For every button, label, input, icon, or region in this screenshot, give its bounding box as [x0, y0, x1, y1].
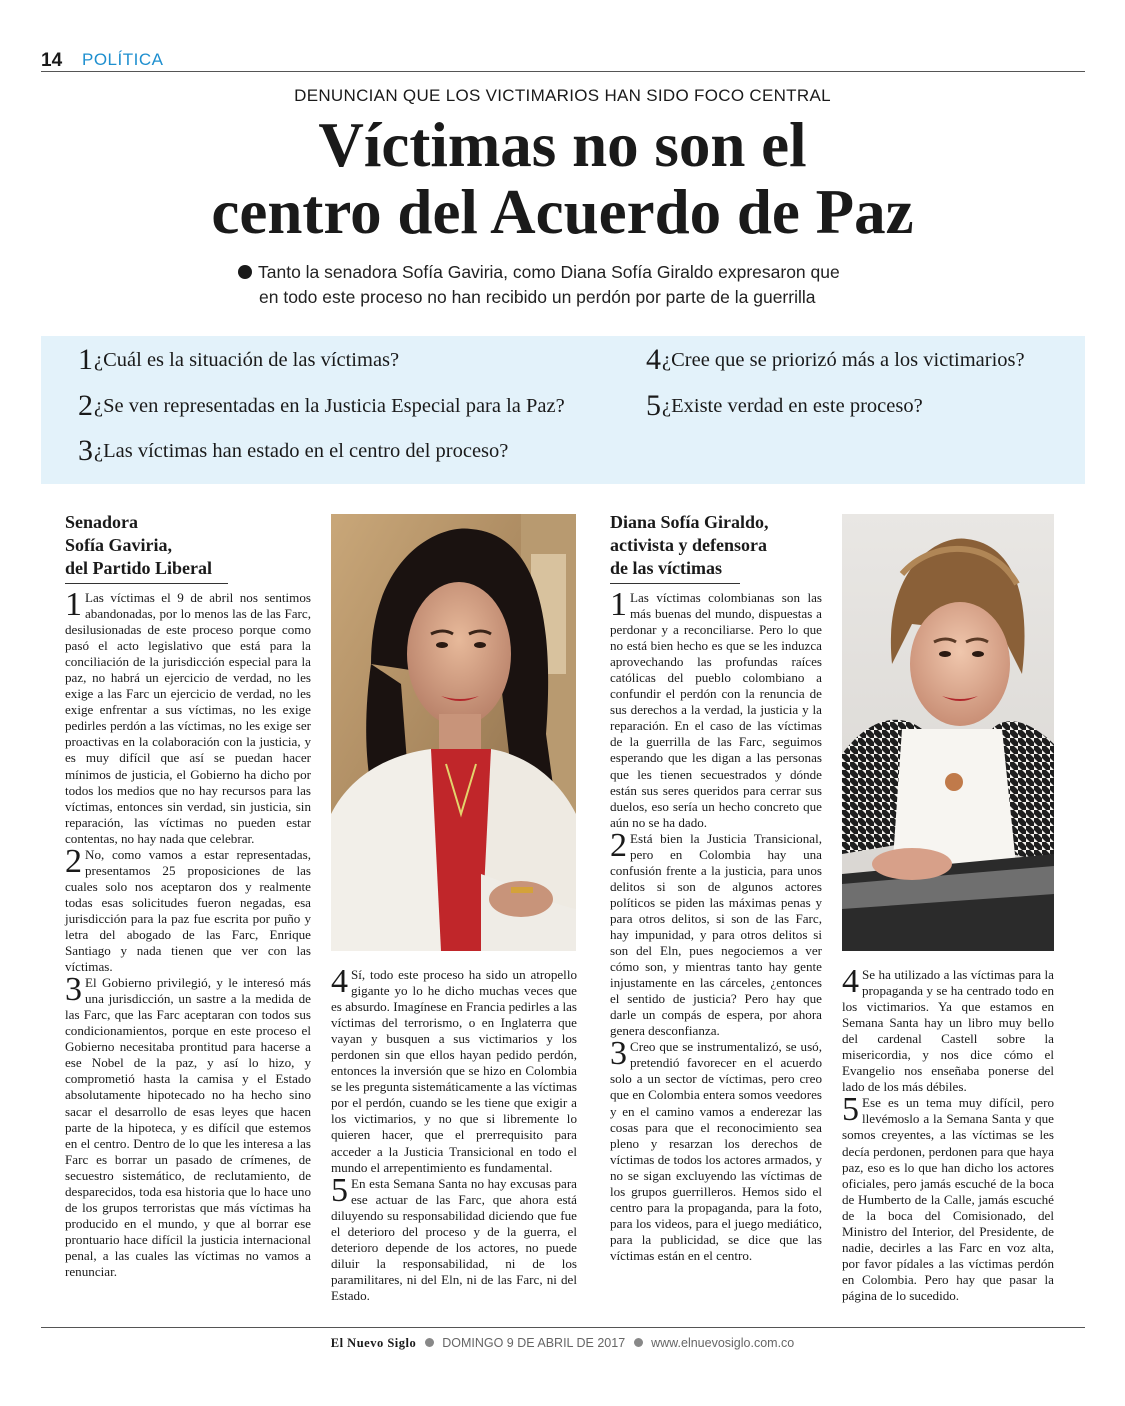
byline-left: Senadora Sofía Gaviria, del Partido Liberal — [65, 512, 212, 578]
header-divider — [41, 71, 1085, 72]
answer-right-3: 3 Creo que se instrumentalizó, se usó, pretendió favorecer en el acuerdo solo a un sector de víctimas, pero creo que en Colombia entera somos veedores y en el camino vamos a enderezar las cosas para que el reconocimiento sea pleno y resarzan los derechos de víctimas de todos los actores armados, y no se sigan excluyendo las víctimas de los grupos guerrilleros. Hemos sido el centro para la propaganda, para la foto, para los videos, para el juego mediático, para la publicidad, se dice que las víctimas están en el centro. — [610, 1035, 822, 1263]
bullet-icon — [238, 265, 252, 279]
answer-left-5: 5 En esta Semana Santa no hay excusas para ese actuar de las Farc, que ahora está diluyendo su responsabilidad diciendo que fue el deterioro del proceso y de la guerra, el deterioro depende de los actores, no puede diluir la responsabilidad, ni de los paramilitares, ni del Eln, ni de las Farc, ni del Estado. — [331, 1171, 577, 1303]
photo-diana-sofia-giraldo — [842, 514, 1054, 951]
kicker: DENUNCIAN QUE LOS VICTIMARIOS HAN SIDO FOCO CENTRAL — [294, 86, 831, 105]
newspaper-brand: El Nuevo Siglo — [330, 1336, 417, 1350]
question-4: 4¿Cree que se priorizó más a los victimarios? — [646, 343, 1025, 376]
deck-line-1: Tanto la senadora Sofía Gaviria, como Diana Sofía Giraldo expresaron que — [258, 262, 840, 282]
answer-right-2: 2 Está bien la Justicia Transicional, pero en Colombia hay una confusión frente a la justicia, para unos delitos si son de algunos actores políticos se piden las máximas penas y para otros delitos, si son de las Farc, hay impunidad, y para otros delitos si son del Eln, pues negociemos a ver cómo son, y mientras tanto hay gente injustamente en las cárceles, ¿entonces el sentido de justicia? Pero hay que darle un compás de espera, por ahora genera desconfianza. — [610, 826, 822, 1039]
byline-underline — [65, 583, 228, 584]
column-right-2 — [842, 963, 1054, 1304]
question-5: 5¿Existe verdad en este proceso? — [646, 389, 923, 422]
question-3: 3¿Las víctimas han estado en el centro del proceso? — [78, 434, 509, 467]
answer-left-4: 4 Sí, todo este proceso ha sido un atropello gigante yo lo he dicho muchas veces que es absurdo. Imagínese en Francia pedirles a las víctimas del terrorismo, o en Inglaterra que vayan y busquen a sus victimarios y los perdonen sin que ellos hayan pedido perdón, entonces la inversión que se hizo en Colombia se les pregunta sistemáticamente a las víctimas por el perdón, cuando se les tiene que exigir a los victimarios, y no que si libremente lo quieren hacer, que el prerrequisito para acceder a la Justicia Transicional en todo el mundo el arrepentimiento es fundamental. — [331, 963, 577, 1175]
website-url: www.elnuevosiglo.com.co — [651, 1336, 795, 1350]
page-number: 14 — [41, 50, 63, 71]
answer-left-2: 2 No, como vamos a estar representadas, presentamos 25 proposiciones de las cuales solo nos aceptaron dos y realmente todas esas solicitudes fueron negadas, esa jurisdicción para la paz fue escrita por puño y letra del abogado de las Farc, Enrique Santiago y nada tienen que ver con las víctimas. — [65, 842, 311, 975]
separator-dot-icon — [425, 1338, 434, 1347]
deck-line-2: en todo este proceso no han recibido un perdón por parte de la guerrilla — [259, 287, 816, 307]
answer-right-1: 1 Las víctimas colombianas son las más buenas del mundo, dispuestas a perdonar y a reconciliarse. Pero lo que no está bien hecho es que se les induzca aprovechando las profundas raíces católicas del pueblo colombiano a confundir el perdón con la renuncia de sus derechos a la verdad, la justicia y la reparación. En el caso de las víctimas de la guerrilla de las Farc, seguimos esperando que les digan a las personas que les tienen secuestrados y dónde están sus seres queridos para cerrar sus duelos, eso sería un hecho concreto que aún no se ha dado. — [610, 586, 822, 830]
headline-line-1: Víctimas no son el — [318, 110, 807, 180]
question-2: 2¿Se ven representadas en la Justicia Especial para la Paz? — [78, 389, 565, 422]
column-left-1 — [65, 586, 311, 1280]
answer-left-1: 1 Las víctimas el 9 de abril nos sentimos abandonadas, por lo menos las de las Farc, desilusionadas de este proceso porque como pasó el acto legislativo que está para la conciliación de la jurisdicción especial para la paz, no habrá un ejercicio de verdad, no les exige a las Farc un ejercicio de verdad, no les exige enfrentar a sus víctimas, no les exige pedirles perdón a las víctimas, no les exige ser proactivas en la colaboración con la justicia, y es muy difícil que así se puedan hacer mínimos de justicia, el Gobierno ha dicho por todos los medios que no hay recursos para las víctimas, entonces sin verdad, sin justicia, sin reparación, las víctimas no pueden estar contentas, no hay nada que celebrar. — [65, 586, 311, 846]
byline-underline — [610, 583, 740, 584]
footer — [0, 1336, 1125, 1351]
deck — [238, 260, 898, 310]
answer-right-5: 5 Ese es un tema muy difícil, pero llevémoslo a la Semana Santa y que somos creyentes, a las víctimas se les decía perdonen, perdonen para que haya paz, eso es lo que han dicho los actores oficiales, pero jamás escuché de la boca de Humberto de la Calle, jamás escuché de la boca del Comisionado, del Ministro del Interior, del Presidente, de nadie, decirles a las Farc en voz alta, por favor pídales a las víctimas perdón en Colombia. Pero hay que pasar la página de lo sucedido. — [842, 1091, 1054, 1303]
footer-divider — [41, 1327, 1085, 1328]
photo-sofia-gaviria — [331, 514, 576, 951]
headline-line-2: centro del Acuerdo de Paz — [211, 177, 914, 247]
headline — [0, 112, 1125, 246]
byline-right: Diana Sofía Giraldo, activista y defensora de las víctimas — [610, 512, 769, 578]
question-1: 1¿Cuál es la situación de las víctimas? — [78, 343, 400, 376]
issue-date: DOMINGO 9 DE ABRIL DE 2017 — [442, 1336, 626, 1350]
answer-right-4: 4 Se ha utilizado a las víctimas para la propaganda y se ha centrado todo en los victimarios. Ya que estamos en Semana Santa hay un libro muy bello del cardenal Castell sobre la misericordia, y nos dice cómo el Evangelio nos enseñaba ponerse del lado de los más débiles. — [842, 963, 1054, 1095]
column-right-1 — [610, 586, 822, 1264]
column-left-2 — [331, 963, 577, 1304]
portrait-image — [331, 514, 576, 951]
answer-left-3: 3 El Gobierno privilegió, y le interesó más una jurisdicción, un sastre a la medida de las Farc, que las Farc aceptaran con todos sus condicionamientos, porque en este proceso el Gobierno necesitaba prontitud para hacerse a ese Nobel de la paz, y así lo hizo, y comprometió hasta la camisa y el Estado absolutamente hipotecado no ha hecho sino sacar el desarrollo de esas leyes que hacen parte de la hipoteca, y es difícil que estemos en el centro. Dentro de lo que les interesa a las Farc es borrar un pasado de crímenes, de secuestro sistemático, de reclutamiento, de desparecidos, toda esa historia que lo hace uno de los grupos terroristas que más víctimas ha producido en el mundo, y que al borrar ese prontuario hace difícil la justicia internacional penal, a las cuales las víctimas no vamos a renunciar. — [65, 971, 311, 1279]
portrait-image — [842, 514, 1054, 951]
section-label: POLÍTICA — [82, 50, 164, 69]
separator-dot-icon — [634, 1338, 643, 1347]
